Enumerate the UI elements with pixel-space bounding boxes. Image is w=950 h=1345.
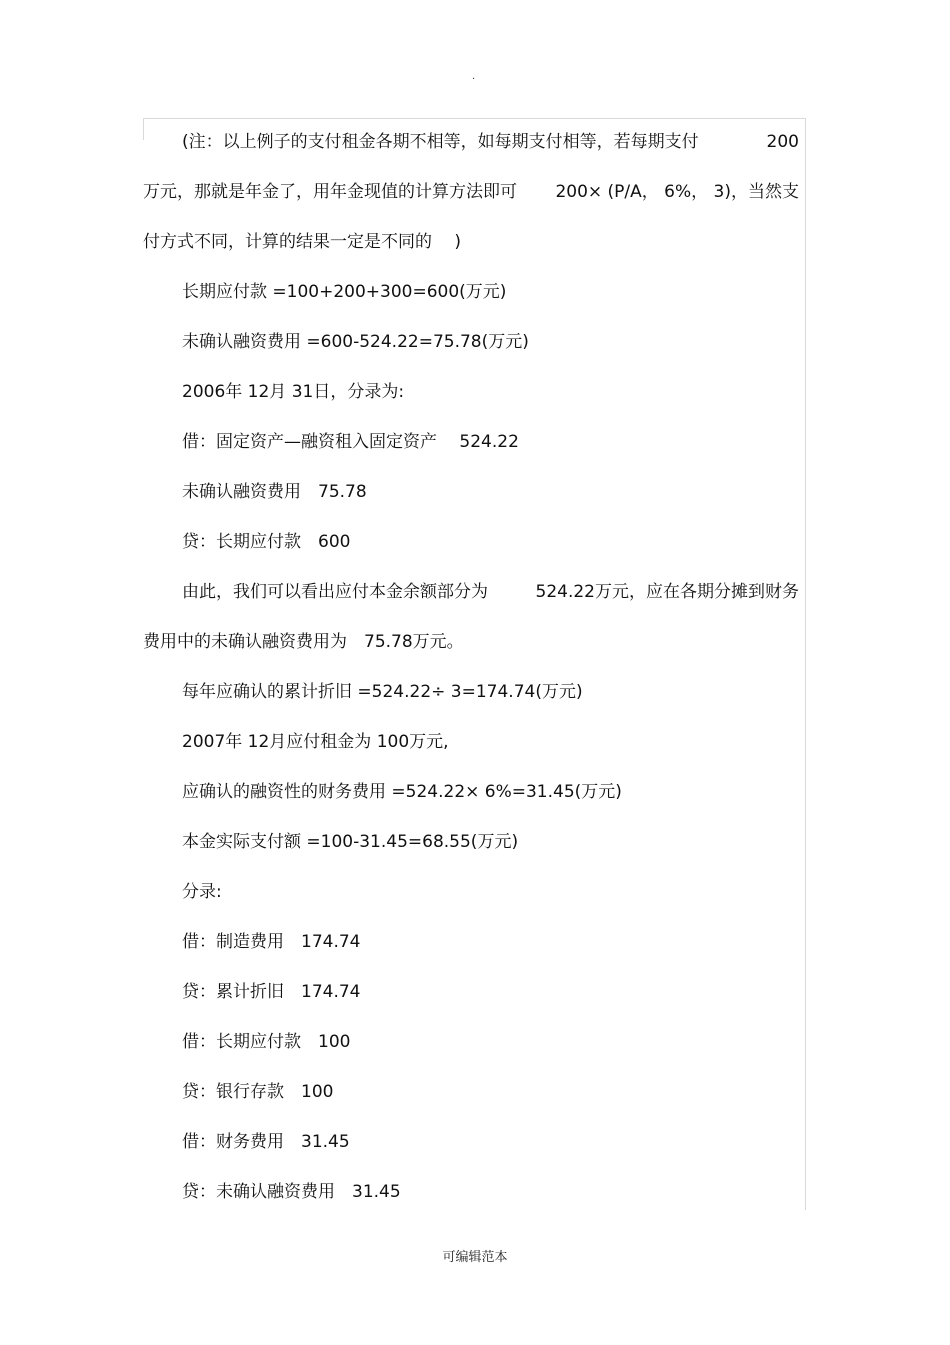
header-mark: . — [472, 71, 476, 82]
unrecognized-cost-amount: 未确认融资费用 75.78 — [182, 482, 367, 502]
note-line-1-amount: 200 — [766, 132, 799, 152]
note-line-1-text: (注：以上例子的支付租金各期不相等，如每期支付相等，若每期支付 — [182, 132, 699, 152]
note-line-1 — [143, 117, 803, 167]
principal-paid: 本金实际支付额 =100-31.45=68.55(万元) — [182, 832, 519, 852]
note-line-3: 付方式不同，计算的结果一定是不同的 ) — [143, 232, 462, 252]
debit-finance-expense: 借：财务费用 31.45 — [182, 1132, 350, 1152]
note-line-2-text: 万元，那就是年金了，用年金现值的计算方法即可 — [143, 182, 517, 202]
note-line-2 — [143, 167, 803, 217]
entries-heading: 分录: — [182, 882, 222, 902]
annual-depreciation: 每年应确认的累计折旧 =524.22÷ 3=174.74(万元) — [182, 682, 583, 702]
summary-line-1 — [143, 567, 803, 617]
unrecognized-finance-cost: 未确认融资费用 =600-524.22=75.78(万元) — [182, 332, 529, 352]
long-term-payable: 长期应付款 =100+200+300=600(万元) — [182, 282, 507, 302]
summary-line-2: 费用中的未确认融资费用为 75.78万元。 — [143, 632, 464, 652]
rent-2007: 2007年 12月应付租金为 100万元, — [182, 732, 449, 752]
debit-long-term-payable: 借：长期应付款 100 — [182, 1032, 351, 1052]
document-body — [143, 117, 803, 1217]
entry-date-2006: 2006年 12月 31日，分录为: — [182, 382, 405, 402]
summary-line-1-text: 由此，我们可以看出应付本金余额部分为 — [182, 582, 488, 602]
note-line-2-formula: 200× (P/A， 6%， 3)，当然支 — [555, 182, 799, 202]
credit-bank-deposit: 贷：银行存款 100 — [182, 1082, 334, 1102]
credit-unrecognized-finance-cost: 贷：未确认融资费用 31.45 — [182, 1182, 401, 1202]
finance-expense-calc: 应确认的融资性的财务费用 =524.22× 6%=31.45(万元) — [182, 782, 622, 802]
credit-accumulated-depreciation: 贷：累计折旧 174.74 — [182, 982, 361, 1002]
summary-line-1-amount: 524.22万元，应在各期分摊到财务 — [535, 582, 799, 602]
debit-manufacturing-cost: 借：制造费用 174.74 — [182, 932, 361, 952]
credit-long-term-payable: 贷：长期应付款 600 — [182, 532, 351, 552]
debit-fixed-asset: 借：固定资产—融资租入固定资产 524.22 — [182, 432, 519, 452]
page-footer: 可编辑范本 — [442, 1250, 508, 1265]
